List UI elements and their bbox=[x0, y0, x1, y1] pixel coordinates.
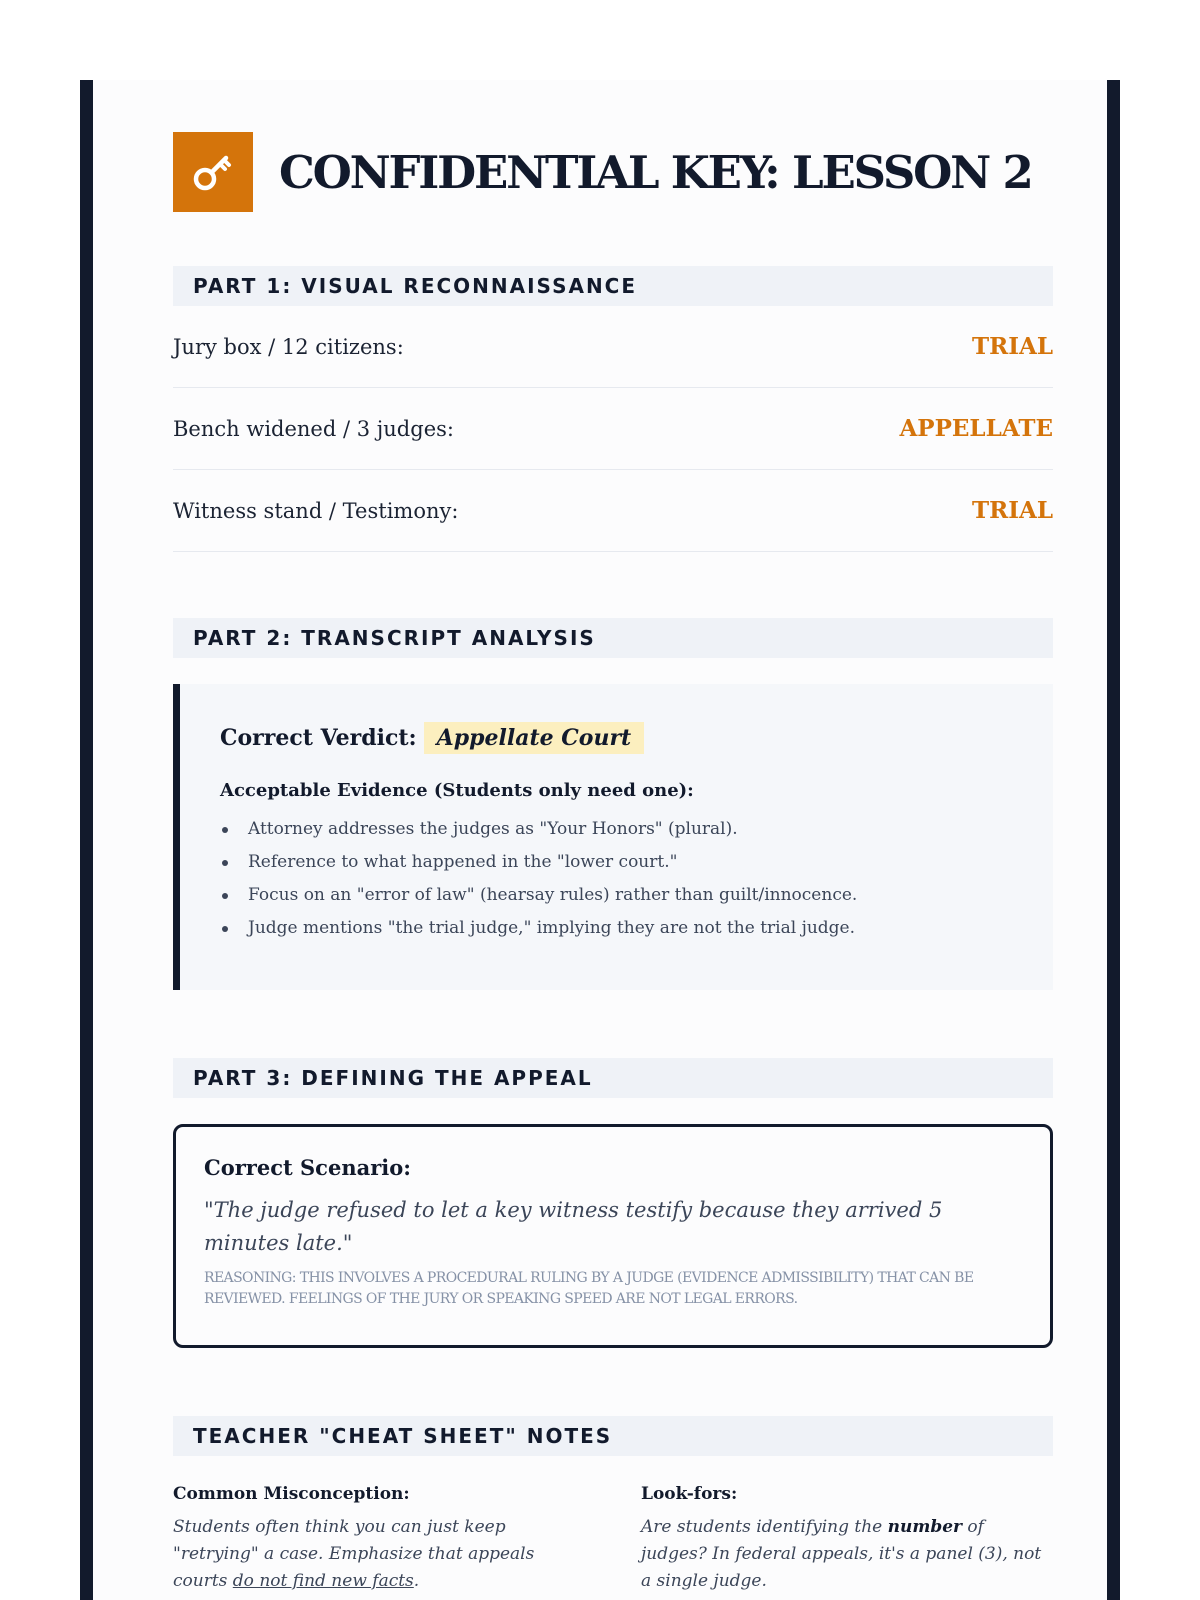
answer-value: TRIAL bbox=[971, 497, 1053, 524]
evidence-item: Attorney addresses the judges as "Your Honors" (plural). bbox=[220, 813, 1013, 846]
verdict-label: Correct Verdict: bbox=[220, 725, 417, 751]
lookfors-emphasis: number bbox=[887, 1517, 963, 1537]
answer-row bbox=[173, 388, 1053, 470]
part2-heading: PART 2: TRANSCRIPT ANALYSIS bbox=[173, 618, 1053, 658]
document-content bbox=[173, 132, 1053, 1595]
misconception-text-start: Students often think you can just keep "retrying" a case. Emphasize that appeals courts bbox=[173, 1517, 535, 1591]
verdict-line bbox=[220, 722, 1013, 754]
scenario-card bbox=[173, 1124, 1053, 1348]
evidence-heading: Acceptable Evidence (Students only need one): bbox=[220, 780, 694, 801]
scenario-quote: "The judge refused to let a key witness testify because they arrived 5 minutes late." bbox=[204, 1198, 943, 1255]
answer-value: TRIAL bbox=[971, 333, 1053, 360]
answer-label: Witness stand / Testimony: bbox=[173, 498, 459, 523]
document-sheet bbox=[80, 80, 1120, 1600]
part1-heading: PART 1: VISUAL RECONNAISSANCE bbox=[173, 266, 1053, 306]
document-title: CONFIDENTIAL KEY: LESSON 2 bbox=[279, 145, 1032, 199]
lookfors-text bbox=[641, 1514, 1053, 1595]
misconception-emphasis: do not find new facts bbox=[232, 1571, 414, 1591]
scenario-label: Correct Scenario: bbox=[204, 1155, 411, 1180]
document-header bbox=[173, 132, 1053, 212]
answer-label: Bench widened / 3 judges: bbox=[173, 416, 454, 441]
key-icon bbox=[190, 149, 236, 195]
answer-row bbox=[173, 470, 1053, 552]
part1-answers bbox=[173, 306, 1053, 552]
misconception-heading: Common Misconception: bbox=[173, 1484, 410, 1504]
lookfors-text-end: of judges? In federal appeals, it's a panel (3), not a single judge. bbox=[641, 1517, 1042, 1591]
part3-heading: PART 3: DEFINING THE APPEAL bbox=[173, 1058, 1053, 1098]
misconception-text-end: . bbox=[413, 1571, 420, 1591]
scenario-reasoning: REASONING: THIS INVOLVES A PROCEDURAL RULING BY A JUDGE (EVIDENCE ADMISSIBILITY) THAT CAN BE REVIEWED. FEELINGS OF THE JURY OR SPEAKING SPEED ARE NOT LEGAL ERRORS. bbox=[204, 1270, 974, 1307]
teacher-notes bbox=[173, 1484, 1053, 1595]
answer-row bbox=[173, 306, 1053, 388]
answer-value: APPELLATE bbox=[899, 415, 1053, 442]
misconception-text bbox=[173, 1514, 585, 1595]
evidence-item: Judge mentions "the trial judge," implying they are not the trial judge. bbox=[220, 912, 1013, 945]
lookfors-note bbox=[641, 1484, 1053, 1595]
misconception-note bbox=[173, 1484, 585, 1595]
evidence-list bbox=[220, 813, 1013, 945]
answer-label: Jury box / 12 citizens: bbox=[173, 334, 404, 359]
verdict-value-highlight: Appellate Court bbox=[424, 722, 645, 754]
notes-heading: TEACHER "CHEAT SHEET" NOTES bbox=[173, 1416, 1053, 1456]
verdict-box bbox=[173, 684, 1053, 990]
lookfors-heading: Look-fors: bbox=[641, 1484, 738, 1504]
lookfors-text-start: Are students identifying the bbox=[641, 1517, 888, 1537]
evidence-item: Focus on an "error of law" (hearsay rules) rather than guilt/innocence. bbox=[220, 879, 1013, 912]
evidence-item: Reference to what happened in the "lower court." bbox=[220, 846, 1013, 879]
key-badge bbox=[173, 132, 253, 212]
